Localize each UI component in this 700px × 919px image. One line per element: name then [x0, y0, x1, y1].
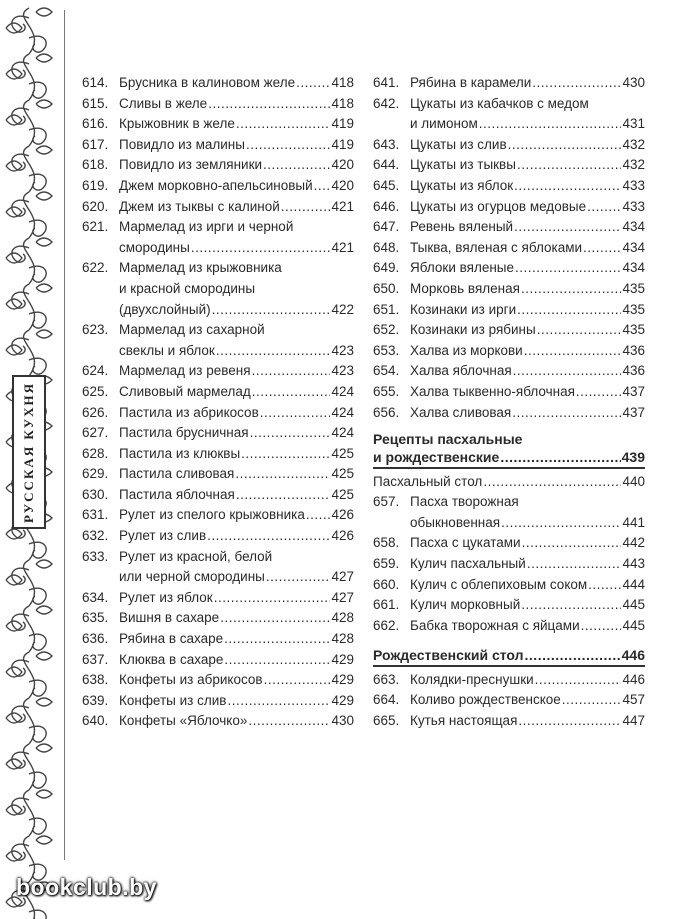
dot-leader	[517, 155, 622, 176]
toc-entry	[373, 690, 645, 711]
dot-leader	[227, 691, 330, 712]
entry-number: 618.	[82, 157, 109, 173]
entry-number: 633.	[82, 548, 109, 564]
page-number: 442	[622, 535, 645, 551]
page-number: 429	[331, 672, 354, 688]
entry-number: 654.	[373, 363, 400, 379]
page-number: 418	[331, 95, 354, 111]
toc-entry	[373, 616, 645, 637]
entry-title-line: Пастила из клюквы	[119, 445, 241, 461]
dot-leader	[514, 176, 621, 197]
dot-leader	[236, 485, 331, 506]
entry-title-line: Пастила яблочная	[119, 486, 235, 502]
toc-entry	[373, 595, 645, 616]
toc-entry	[373, 554, 645, 575]
entry-number: 634.	[82, 589, 109, 605]
entry-number: 662.	[373, 617, 400, 633]
page-number: 445	[622, 597, 645, 613]
toc-entry	[82, 588, 354, 609]
dot-leader	[252, 382, 331, 403]
page-number: 437	[622, 383, 645, 399]
dot-leader	[514, 217, 621, 238]
entry-number: 632.	[82, 528, 109, 544]
dot-leader	[246, 135, 331, 156]
page-number: 426	[331, 528, 354, 544]
entry-title-line: Ревень вяленый	[410, 219, 514, 235]
entry-title-line: Козинаки из рябины	[410, 322, 536, 338]
entry-title-line: Халва сливовая	[410, 404, 512, 420]
dot-leader	[248, 711, 330, 732]
entry-title-line: Козинаки из ирги	[410, 301, 517, 317]
entry-title-line: смородины	[119, 239, 190, 255]
entry-title-line: Сливовый мармелад	[119, 383, 251, 399]
page-number: 444	[622, 576, 645, 592]
toc-entry	[373, 300, 645, 321]
page-number: 424	[331, 404, 354, 420]
page-number: 441	[622, 514, 645, 530]
entry-number: 626.	[82, 404, 109, 420]
page-number: 418	[331, 75, 354, 90]
page-number: 434	[622, 260, 645, 276]
toc-entry	[373, 670, 645, 691]
page-number: 428	[331, 631, 354, 647]
entry-title-line: Повидло из малины	[119, 136, 245, 152]
entry-number: 642.	[373, 95, 400, 111]
dot-leader	[252, 361, 331, 382]
entry-number: 636.	[82, 631, 109, 647]
dot-leader	[235, 464, 330, 485]
toc-entry	[82, 361, 354, 382]
dot-leader	[216, 341, 331, 362]
entry-title-line: Рулет из яблок	[119, 589, 213, 605]
entry-number: 663.	[373, 671, 400, 687]
toc-entry	[82, 526, 354, 547]
entry-title-line: Рябина в карамели	[410, 75, 532, 90]
dot-leader	[562, 690, 622, 711]
toc-entry	[82, 670, 354, 691]
dot-leader	[207, 526, 330, 547]
page-number: 433	[622, 198, 645, 214]
toc-entry	[373, 492, 645, 533]
entry-title-line: Кутья настоящая	[410, 713, 518, 729]
dot-leader	[224, 650, 330, 671]
page-number: 425	[331, 486, 354, 502]
entry-title-line: Конфеты из абрикосов	[119, 672, 263, 688]
toc-entry	[82, 217, 354, 258]
toc-entry	[82, 608, 354, 629]
entry-number: 650.	[373, 280, 400, 296]
entry-title-line: Сливы в желе	[119, 95, 208, 111]
page-number: 436	[622, 363, 645, 379]
toc-entry	[373, 279, 645, 300]
entry-title-line: Коливо рождественское	[410, 692, 561, 708]
page-number: 429	[331, 651, 354, 667]
entry-number: 637.	[82, 651, 109, 667]
entry-title-line: или черной смородины	[119, 569, 265, 585]
entry-number: 616.	[82, 116, 109, 132]
entry-number: 660.	[373, 576, 400, 592]
entry-title-line: свеклы и яблок	[119, 342, 215, 358]
dot-leader	[281, 197, 331, 218]
section-page-number: 446	[621, 647, 645, 664]
entry-number: 647.	[373, 219, 400, 235]
entry-number: 638.	[82, 672, 109, 688]
entry-title-line: Джем морковно-апельсиновый	[119, 177, 313, 193]
entry-number: 645.	[373, 177, 400, 193]
entry-number: 623.	[82, 322, 109, 338]
dot-leader	[250, 423, 331, 444]
toc-entry	[373, 382, 645, 403]
entry-number: 629.	[82, 466, 109, 482]
entry-number: 625.	[82, 383, 109, 399]
spine-label-box	[12, 375, 46, 529]
toc-entry	[82, 464, 354, 485]
dot-leader	[525, 646, 621, 664]
page-number: 420	[331, 157, 354, 173]
entry-number: 644.	[373, 157, 400, 173]
entry-title-line: Цукаты из слив	[410, 136, 507, 152]
section-heading-line: Рецепты пасхальные	[373, 431, 523, 448]
entry-title-line: Цукаты из яблок	[410, 177, 514, 193]
entry-title-line: Рулет из красной, белой	[119, 548, 273, 564]
page-number: 432	[622, 136, 645, 152]
toc-entry	[373, 341, 645, 362]
entry-number: 635.	[82, 610, 109, 626]
page-number: 435	[622, 280, 645, 296]
page-number: 443	[622, 555, 645, 571]
entry-title-line: и красной смородины	[119, 280, 256, 296]
page-number: 429	[331, 692, 354, 708]
toc-entry	[82, 650, 354, 671]
dot-leader	[517, 300, 621, 321]
entry-number: 614.	[82, 75, 109, 90]
entry-number: 652.	[373, 322, 400, 338]
dot-leader	[521, 595, 621, 616]
subsection-title: Пасхальный стол	[373, 473, 483, 489]
page-number: 436	[622, 342, 645, 358]
page-number: 435	[622, 322, 645, 338]
entry-title-line: и лимоном	[410, 116, 478, 132]
entry-title-line: Конфеты «Яблочко»	[119, 713, 248, 729]
entry-title-line: Цукаты из огурцов медовые	[410, 198, 587, 214]
dot-leader	[296, 73, 330, 94]
toc-entry	[82, 155, 354, 176]
toc-entry	[82, 691, 354, 712]
dot-leader	[583, 238, 621, 259]
section-rule	[373, 665, 645, 667]
dot-leader	[260, 403, 331, 424]
entry-number: 627.	[82, 425, 109, 441]
entry-title-line: Мармелад из сахарной	[119, 322, 265, 338]
toc-entry	[82, 197, 354, 218]
page-number: 437	[622, 404, 645, 420]
entry-title-line: Колядки-преснушки	[410, 671, 534, 687]
dot-leader	[587, 197, 621, 218]
dot-leader	[535, 670, 622, 691]
entry-number: 622.	[82, 260, 109, 276]
dot-leader	[500, 448, 620, 466]
dot-leader	[521, 279, 622, 300]
toc-entry	[373, 403, 645, 424]
page-number: 435	[622, 301, 645, 317]
dot-leader	[483, 472, 621, 493]
page-number: 430	[622, 75, 645, 90]
page-number: 426	[331, 507, 354, 523]
page-number: 421	[331, 239, 354, 255]
dot-leader	[508, 135, 622, 156]
toc-entry	[82, 73, 354, 94]
page-number: 424	[331, 425, 354, 441]
toc-entry	[373, 155, 645, 176]
dot-leader	[212, 300, 331, 321]
dot-leader	[515, 258, 621, 279]
entry-number: 651.	[373, 301, 400, 317]
toc-entry	[373, 73, 645, 94]
dot-leader	[266, 567, 331, 588]
section-heading-easter-christmas	[373, 431, 645, 466]
page-number: 427	[331, 569, 354, 585]
entry-title-line: Мармелад из ирги и черной	[119, 219, 294, 235]
page-number: 447	[622, 713, 645, 729]
page-number: 434	[622, 239, 645, 255]
entry-title-line: (двухслойный)	[119, 301, 211, 317]
dot-leader	[264, 670, 331, 691]
entry-title-line: Крыжовник в желе	[119, 116, 235, 132]
entry-number: 620.	[82, 198, 109, 214]
entry-title-line: Клюква в сахаре	[119, 651, 224, 667]
entry-title-line: обыкновенная	[410, 514, 501, 530]
entry-number: 631.	[82, 507, 109, 523]
entry-title-line: Пастила сливовая	[119, 466, 235, 482]
entry-title-line: Бабка творожная с яйцами	[410, 617, 580, 633]
entry-title-line: Морковь вяленая	[410, 280, 520, 296]
entry-title-line: Конфеты из слив	[119, 692, 227, 708]
toc-entry	[82, 629, 354, 650]
toc-entry	[82, 505, 354, 526]
toc-entry	[82, 114, 354, 135]
toc-entry	[373, 258, 645, 279]
toc-entry	[373, 217, 645, 238]
dot-leader	[220, 608, 330, 629]
dot-leader	[501, 513, 621, 534]
dot-leader	[236, 114, 331, 135]
toc-entry	[82, 711, 354, 732]
entry-title-line: Халва яблочная	[410, 363, 512, 379]
entry-title-line: Тыква, вяленая с яблоками	[410, 239, 583, 255]
toc-left-column	[82, 73, 354, 732]
entry-number: 617.	[82, 136, 109, 152]
dot-leader	[527, 554, 622, 575]
toc-entry	[82, 444, 354, 465]
entry-title-line: Пасха с цукатами	[410, 535, 521, 551]
entry-number: 641.	[373, 75, 400, 90]
border-rule	[64, 10, 65, 860]
entry-title-line: Пастила из абрикосов	[119, 404, 259, 420]
entry-number: 653.	[373, 342, 400, 358]
page-number: 433	[622, 177, 645, 193]
dot-leader	[581, 616, 622, 637]
dot-leader	[214, 588, 331, 609]
dot-leader	[314, 176, 331, 197]
toc-entry	[82, 547, 354, 588]
entry-title-line: Кулич морковный	[410, 597, 521, 613]
entry-title-line: Халва из моркови	[410, 342, 523, 358]
toc-right-column	[373, 73, 645, 732]
section-heading-christmas-table	[373, 646, 645, 664]
entry-number: 659.	[373, 555, 400, 571]
entry-title-line: Вишня в сахаре	[119, 610, 220, 626]
entry-title-line: Пасха творожная	[410, 494, 519, 510]
page-number: 421	[331, 198, 354, 214]
toc-entry	[82, 485, 354, 506]
entry-number: 628.	[82, 445, 109, 461]
dot-leader	[537, 320, 622, 341]
page-number: 440	[622, 473, 645, 489]
page-number: 420	[331, 177, 354, 193]
entry-title-line: Цукаты из кабачков с медом	[410, 95, 589, 111]
entry-number: 661.	[373, 597, 400, 613]
entry-title-line: Рябина в сахаре	[119, 631, 224, 647]
toc-entry	[373, 135, 645, 156]
page-number: 427	[331, 589, 354, 605]
entry-number: 639.	[82, 692, 109, 708]
section-heading-line: Рождественский стол	[373, 647, 524, 664]
page-number: 419	[331, 136, 354, 152]
entry-title-line: Брусника в калиновом желе	[119, 75, 296, 90]
entry-number: 649.	[373, 260, 400, 276]
entry-number: 640.	[82, 713, 109, 729]
dot-leader	[522, 533, 622, 554]
toc-entry	[82, 258, 354, 320]
page-number: 425	[331, 445, 354, 461]
entry-title-line: Кулич пасхальный	[410, 555, 526, 571]
dot-leader	[224, 629, 330, 650]
dot-leader	[532, 73, 621, 94]
toc-entry	[373, 176, 645, 197]
page-number: 457	[622, 692, 645, 708]
toc-entry	[373, 361, 645, 382]
toc-entry	[373, 575, 645, 596]
toc-entry	[373, 533, 645, 554]
entry-title-line: Яблоки вяленые	[410, 260, 514, 276]
page-number: 424	[331, 383, 354, 399]
entry-number: 621.	[82, 219, 109, 235]
page-number: 432	[622, 157, 645, 173]
toc-entry	[82, 382, 354, 403]
entry-number: 655.	[373, 383, 400, 399]
spine-label: РУССКАЯ КУХНЯ	[21, 381, 36, 523]
toc-subsection-easter-table	[373, 472, 645, 493]
dot-leader	[191, 238, 331, 259]
toc-entry	[82, 423, 354, 444]
entry-number: 665.	[373, 713, 400, 729]
toc-entry	[82, 176, 354, 197]
entry-number: 664.	[373, 692, 400, 708]
entry-title-line: Кулич с облепиховым соком	[410, 576, 588, 592]
entry-title-line: Мармелад из крыжовника	[119, 260, 282, 276]
page-number: 446	[622, 671, 645, 687]
page-number: 428	[331, 610, 354, 626]
toc-entry	[373, 238, 645, 259]
entry-title-line: Рулет из слив	[119, 528, 207, 544]
entry-title-line: Повидло из земляники	[119, 157, 263, 173]
entry-number: 657.	[373, 494, 400, 510]
entry-number: 624.	[82, 363, 109, 379]
dot-leader	[241, 444, 330, 465]
watermark: bookclub.by	[16, 874, 157, 900]
page-number: 425	[331, 466, 354, 482]
section-rule	[373, 467, 645, 469]
dot-leader	[479, 114, 622, 135]
dot-leader	[576, 382, 622, 403]
section-heading-line: и рождественские	[373, 449, 500, 466]
page-number: 422	[331, 301, 354, 317]
page-number: 445	[622, 617, 645, 633]
entry-number: 619.	[82, 177, 109, 193]
toc-entry	[82, 403, 354, 424]
entry-number: 656.	[373, 404, 400, 420]
page-number: 430	[331, 713, 354, 729]
entry-title-line: Мармелад из ревеня	[119, 363, 251, 379]
entry-number: 643.	[373, 136, 400, 152]
entry-title-line: Цукаты из тыквы	[410, 157, 516, 173]
entry-number: 658.	[373, 535, 400, 551]
entry-number: 630.	[82, 486, 109, 502]
dot-leader	[306, 505, 331, 526]
toc-entry	[82, 94, 354, 115]
dot-leader	[524, 341, 622, 362]
page-number: 434	[622, 219, 645, 235]
dot-leader	[588, 575, 621, 596]
toc-entry	[373, 197, 645, 218]
entry-number: 646.	[373, 198, 400, 214]
page-number: 431	[622, 116, 645, 132]
toc-entry	[82, 135, 354, 156]
page-number: 419	[331, 116, 354, 132]
entry-title-line: Рулет из спелого крыжовника	[119, 507, 305, 523]
page-number: 423	[331, 342, 354, 358]
dot-leader	[208, 94, 330, 115]
entry-title-line: Джем из тыквы с калиной	[119, 198, 280, 214]
entry-number: 615.	[82, 95, 109, 111]
toc-entry	[373, 711, 645, 732]
entry-title-line: Пастила брусничная	[119, 425, 249, 441]
section-page-number: 439	[621, 449, 645, 466]
toc-entry	[82, 320, 354, 361]
entry-title-line: Халва тыквенно-яблочная	[410, 383, 575, 399]
dot-leader	[512, 403, 621, 424]
toc-entry	[373, 94, 645, 135]
entry-number: 648.	[373, 239, 400, 255]
dot-leader	[263, 155, 330, 176]
page-number: 423	[331, 363, 354, 379]
toc-entry	[373, 320, 645, 341]
dot-leader	[518, 711, 621, 732]
dot-leader	[513, 361, 622, 382]
